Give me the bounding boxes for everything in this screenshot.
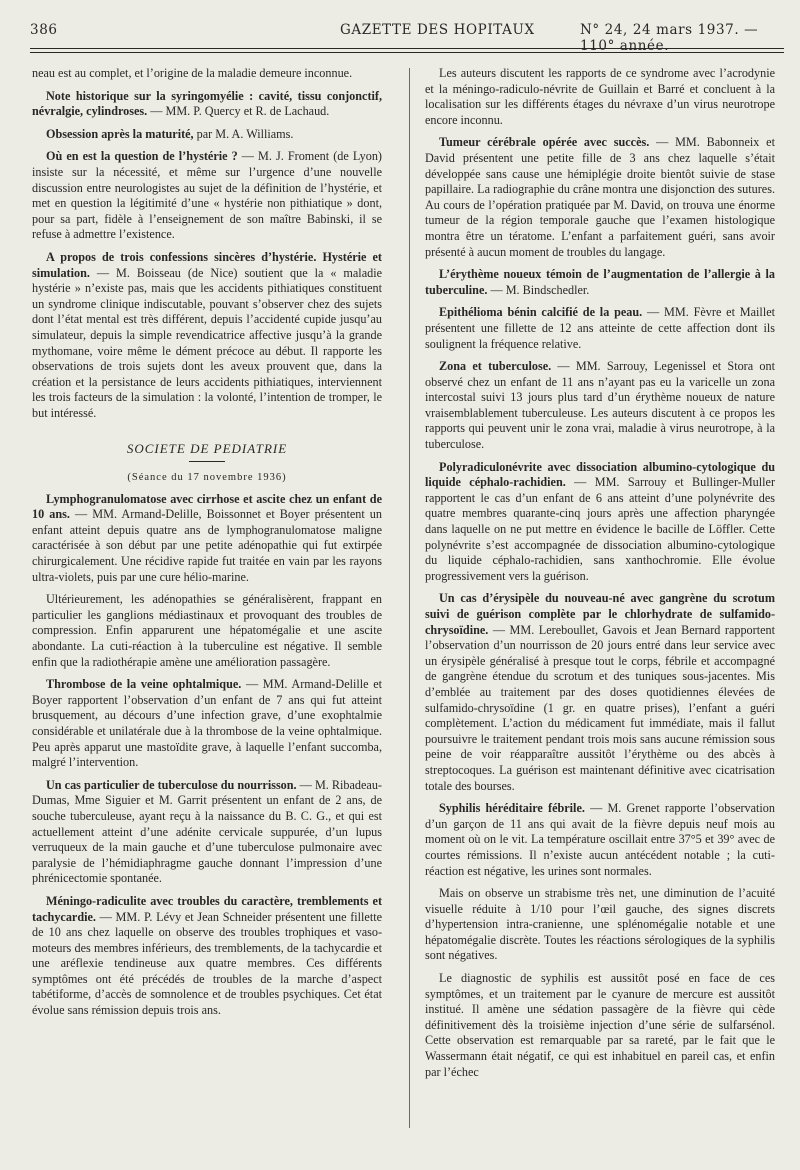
entry-text: — MM. P. Lévy et Jean Schneider présentent une fillette de 10 ans chez laquelle on observe des troubles trophiques et vaso-moteurs des membres inférieurs, des tremblements, de la tachycardie et une aréflexie tendineuse aux quatre membres. Ces différents symptômes ont été précédés de troubles de la marche d’aspect tabétiforme, d’accès de somnolence et de troubles psychiques. Cet état évolue sans rémission depuis trois ans. [32,909,382,1018]
entry-text: — M. Ribadeau-Dumas, Mme Siguier et M. Garrit présentent un enfant de 2 ans, de souche tuberculeuse, ayant reçu à la naissance du B. C. G., et qui est actuellement atteint d’une adénite cervicale suppurée, d’un lupus verruqueux de la main gauche et d’une tuberculose pulmonaire avec paralysie de l’hémidiaphragme gauche donnant l’impression d’une phrénicectomie spontanée. [32,777,382,886]
entry-text: — M. Bindschedler. [487,282,590,297]
header-rule [30,48,784,49]
entry-title: Un cas d’érysipèle du nouveau-né avec gangrène du scrotum suivi de guérison complète par le chlorhydrate de sulfamido-chrysoïdine. [425,591,775,637]
article-entry [32,778,382,887]
entry-title: Lymphogranulomatose avec cirrhose et ascite chez un enfant de 10 ans. [32,491,382,522]
entry-title: Polyradiculonévrite avec dissociation albumino-cytologique du liquide céphalo-rachidien. [425,459,775,490]
left-column [32,66,382,1026]
entry-title: Syphilis héréditaire fébrile. [439,801,585,816]
header-rule-thin [30,52,784,53]
section-divider [189,461,225,462]
paragraph: Les auteurs discutent les rapports de ce syndrome avec l’acrodynie et la méningo-radiculo-névrite de Guillain et Barré et concluent à la localisation sur les différents étages du névraxe d’un virus neurotrope encore inconnu. [425,66,775,127]
entry-title: Méningo-radiculite avec troubles du caractère, tremblements et tachycardie. [32,893,382,924]
entry-title: Obsession après la maturité, [46,126,194,141]
article-entry [32,127,382,143]
article-entry [425,460,775,585]
paragraph: Le diagnostic de syphilis est aussitôt posé en face de ces symptômes, et un traitement par le cyanure de mercure est aussitôt institué. Il amène une sédation passagère de la fièvre qui cède définitivement dès la troisième injection d’une série de sulfarsénol. Cette observation est remarquable par sa rareté, par le fait que le Wassermann était négatif, ce qui est inhabituel en pareil cas, et enfin par l’échec [425,971,775,1079]
article-entry [32,492,382,586]
article-entry [32,894,382,1019]
entry-title: Tumeur cérébrale opérée avec succès. [439,135,650,150]
entry-text: — MM. Babonneix et David présentent une petite fille de 3 ans chez laquelle s’était développée sans cause une hémiplégie droite bientôt suivie de stase papillaire. La radiographie du crâne montra une disjonction des sutures. Au cours de l’opération pratiquée par M. David, on trouva une énorme tumeur de la région temporale gauche que l’examen histologique montra être un tératome. L’enfant a parfaitement guéri, sans avoir présenté à aucun moment de troubles du langage. [425,135,775,259]
entry-title: Où en est la question de l’hystérie ? [46,149,238,164]
entry-text: — M. Boisseau (de Nice) soutient que la « maladie hystérie » n’existe pas, mais que les accidents pithiatiques constituent un syndrome clinique indiscutable, pouvant s’observer chez des sujets dont l’état mental est très différent, depuis l’accidenté cupide jusqu’au simulateur, depuis la simple revendicatrice affective jusqu’à la grande mythomane, voire même le dément précoce au début. Il rapporte les observations de trois sujets dont les aveux prouvent que, dans la création et la persistance de leurs accidents pithiatiques, interviennent les trois facteurs de la simulation : la volonté, l’intention de tromper, le but intéressé. [32,265,382,420]
article-entry [425,359,775,453]
entry-title: Thrombose de la veine ophtalmique. [46,677,242,692]
right-column [425,66,775,1087]
paragraph: neau est au complet, et l’origine de la maladie demeure inconnue. [32,66,353,80]
entry-text: par M. A. Williams. [193,126,294,141]
article-entry [425,305,775,352]
journal-title: GAZETTE DES HOPITAUX [340,22,535,38]
entry-title: Epithélioma bénin calcifié de la peau. [439,305,643,320]
page-header [30,22,784,54]
paragraph: Ultérieurement, les adénopathies se généralisèrent, frappant en particulier les ganglions médiastinaux et provoquant des troubles de compression. Enfin apparurent une hépatomégalie et une ascite abondante. La cuti-réaction à la tuberculine est négative. Il semble enfin que la radiothérapie amène une amélioration passagère. [32,592,382,669]
page-number: 386 [30,22,58,38]
paragraph: Mais on observe un strabisme très net, une diminution de l’acuité visuelle réduite à 1/10 pour l’œil gauche, des signes discrets d’hypertension intra-cranienne, une splénomégalie notable et une hépatomégalie discrète. Toutes les réactions sérologiques de la syphilis sont négatives. [425,886,775,963]
section-title: SOCIETE DE PEDIATRIE [126,441,288,457]
entry-text: — MM. P. Quercy et R. de Lachaud. [147,104,330,119]
article-entry [32,250,382,422]
entry-text: — MM. Lereboullet, Gavois et Jean Bernard rapportent l’observation d’un nourrisson de 20 jours entré dans leur service avec un érysipèle généralisé à presque tout le corps, fébrile et accompagné de gangrène étendue du scrotum et des tuniques sous-jacentes. Mis d’emblée au traitement par des doses quotidiennes élevées de sulfamido-chrysoïdine (1 gr. en quatre prises), l’enfant a guéri complètement. L’action du médicament fut immédiate, mais il fallut poursuivre le traitement pendant trois mois sans aucune rémission sous peine de voir réapparaître aussitôt l’érythème ou des abcès à streptocoques. La guérison est maintenant définitive avec cicatrisation totale des bourses. [425,622,775,793]
entry-title: Note historique sur la syringomyélie : cavité, tissu conjonctif, névralgie, cylindroses. [32,88,382,119]
entry-text: — MM. Sarrouy, Legenissel et Stora ont observé chez un enfant de 11 ans n’ayant pas eu la varicelle un zona intercostal suivi 13 jours plus tard d’un érythème noueux de nature vraisemblablement tuberculeuse. Les auteurs discutent à ce propos les rapports qui peuvent unir le zona vrai, maladie à virus neurotrope, à la tuberculose. [425,359,775,452]
article-entry [425,135,775,260]
article-entry [425,801,775,879]
article-entry [32,89,382,120]
session-date: (Séance du 17 novembre 1936) [127,472,287,484]
article-entry [32,677,382,771]
article-entry [425,267,775,298]
entry-text: — M. Grenet rapporte l’observation d’un garçon de 11 ans qui avait de la fièvre depuis neuf mois au moment où on le vit. La température oscillait entre 37°5 et 39° avec de courtes rémissions. Il n’existe aucun antécédent notable ; la cuti-réaction est négative, les urines sont normales. [425,801,775,878]
entry-title: L’érythème noueux témoin de l’augmentation de l’allergie à la tuberculine. [425,267,775,297]
column-divider [409,68,410,1128]
entry-text: — MM. Fèvre et Maillet présentent une fillette de 12 ans atteinte de cette affection dont ils soulignent la fréquence relative. [425,305,775,351]
entry-text: — M. J. Froment (de Lyon) insiste sur la nécessité, et même sur l’urgence d’une nouvelle discussion entre neurologistes au sujet de la définition de l’hystérie, et met en question la légitimité d’une « hystérie non pithiatique » dont, pour sa part, fidèle à l’enseignement de son maître Babinski, il se refuse à admettre l’existence. [32,149,382,242]
entry-title: Zona et tuberculose. [439,359,552,374]
entry-text: — MM. Armand-Delille et Boyer rapportent l’observation d’un enfant de 7 ans qui fut atteint brusquement, au décours d’une infection grave, d’une exophtalmie considérable et unilatérale due à la thrombose de la veine ophtalmique. Peu après apparut une mastoïdite grave, à laquelle l’enfant succomba, malgré l’intervention. [32,677,382,770]
issue-info: N° 24, 24 mars 1937. — 110° année. [580,22,759,54]
article-entry [425,591,775,794]
article-entry [32,149,382,243]
entry-title: Un cas particulier de tuberculose du nourrisson. [46,777,297,792]
entry-title: A propos de trois confessions sincères d’hystérie. Hystérie et simulation. [32,249,382,280]
entry-text: — MM. Armand-Delille, Boissonnet et Boyer présentent un enfant atteint depuis quatre ans de lymphogranulomatose maligne caractérisée à son début par une petite adénopathie qui fut extirpée chirurgicalement. Une récidive rapide fut traitée en vain par les rayons ultra-violets, puis par une cure hélio-marine. [32,507,382,584]
entry-text: — MM. Sarrouy et Bullinger-Muller rapportent le cas d’un enfant de 6 ans atteint d’une polynévrite des quatre membres quarante-cinq jours après une affection pharyngée dans laquelle on ne put mettre en évidence le bacille de Löffler. Cette polynévrite s’est accompagnée de dissociation albumino-cytologique du liquide céphalo-rachidien, sans xanthochromie. Elle évolue progressivement vers la guérison. [425,475,776,583]
